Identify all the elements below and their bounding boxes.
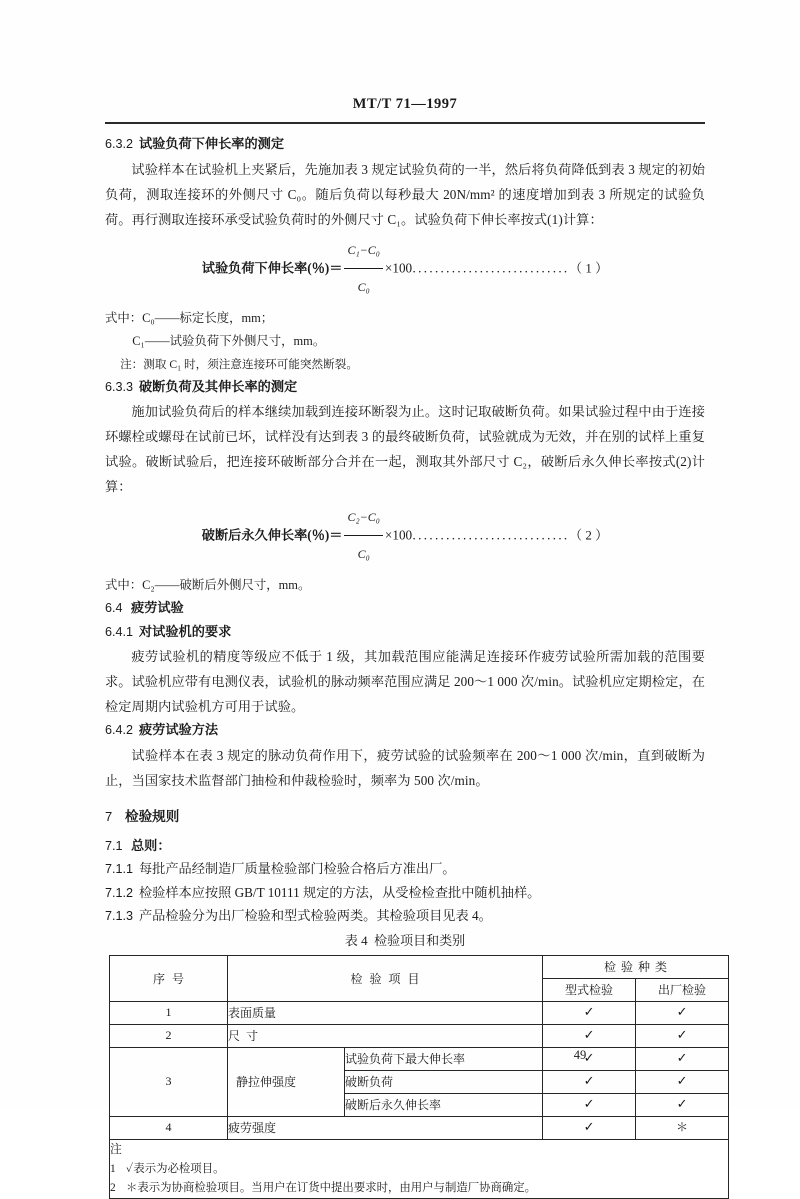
- row-item-label: 尺寸: [228, 1029, 265, 1043]
- clause-title: 试验负荷下伸长率的测定: [139, 136, 285, 151]
- table-header-serial: [110, 955, 228, 1001]
- clause-heading-7-1: [105, 835, 705, 858]
- formula-2-label: 破断后永久伸长率(％)＝: [201, 527, 343, 543]
- clause-title: 破断负荷及其伸长率的测定: [139, 378, 298, 394]
- clause-heading-6-3-3: [105, 376, 705, 399]
- formula-1-where-line-2: [105, 330, 705, 353]
- table-header-factory-inspection: 出厂检验: [636, 978, 729, 1001]
- clause-number: 6.4: [105, 601, 123, 615]
- row-group: 静拉伸强度: [228, 1047, 345, 1116]
- table-row: [110, 1024, 729, 1047]
- formula-1-note: 注：测取 C₁ 时，须注意连接环可能突然断裂。: [120, 357, 358, 371]
- check-icon: ✓: [583, 1051, 595, 1066]
- document-body: [105, 133, 705, 1199]
- row-factory-inspection: [636, 1001, 729, 1024]
- note-item: [110, 1179, 728, 1198]
- table-header-category-label: 检验种类: [604, 960, 673, 974]
- formula-2-denominator: C₀: [357, 547, 370, 561]
- clause-number: 6.4.1: [105, 624, 134, 639]
- formula-1-tail: ×100: [384, 260, 413, 276]
- row-factory-inspection: [636, 1070, 729, 1093]
- where-label: 式中：: [105, 310, 143, 325]
- row-serial: 2: [110, 1024, 228, 1047]
- where-symbol-c1: C₁——试验负荷下外侧尺寸，mm。: [132, 333, 326, 348]
- row-type-inspection: [543, 1116, 636, 1139]
- formula-1-where-line-1: [105, 307, 705, 330]
- formula-1-denominator: C₀: [357, 279, 370, 294]
- note-index: 2: [110, 1181, 116, 1194]
- row-factory-inspection: [636, 1116, 729, 1139]
- formula-2-where-line-1: [105, 574, 705, 597]
- formula-1-leader: ․․․․․․․․․․․․․․․․․․․․․․․․․․․․: [412, 261, 570, 276]
- clause-7-1-2: [105, 882, 705, 905]
- table-caption-title: 检验项目和类别: [374, 932, 466, 948]
- note-text: ＊表示为协商检验项目。当用户在订货中提出要求时，由用户与制造厂协商确定。: [126, 1181, 537, 1194]
- formula-2-number: （ 2 ）: [569, 527, 609, 543]
- clause-number: 7.1: [105, 838, 123, 853]
- check-icon: ✓: [676, 1074, 688, 1089]
- table-header-serial-label: 序号: [152, 971, 191, 986]
- formula-1: [105, 234, 705, 305]
- row-factory-inspection: [636, 1093, 729, 1116]
- notes-title: 注: [110, 1141, 122, 1156]
- row-item: 破断后永久伸长率: [345, 1093, 543, 1116]
- table-caption-prefix: 表 4: [344, 932, 368, 948]
- formula-2-leader: ․․․․․․․․․․․․․․․․․․․․․․․․․․․․: [412, 528, 570, 543]
- check-icon: ✓: [583, 1005, 595, 1020]
- row-serial: 1: [110, 1001, 228, 1024]
- check-icon: ✓: [583, 1028, 595, 1043]
- clause-7-1-3: [105, 905, 705, 928]
- table-header-row-1: [110, 955, 729, 978]
- where-symbol-c0: C₀——标定长度，mm；: [142, 310, 274, 325]
- section-number: 7: [105, 808, 113, 824]
- clause-number: 7.1.2: [105, 885, 134, 900]
- check-icon: ✓: [676, 1028, 688, 1043]
- table-row: [110, 1116, 729, 1139]
- note-index: 1: [110, 1162, 116, 1175]
- table-header-type-inspection: 型式检验: [543, 978, 636, 1001]
- paragraph-6-4-2: 试验样本在表 3 规定的脉动负荷作用下，疲劳试验的试验频率在 200～1 000 次/min，直到破断为止，当国家技术监督部门抽检和仲裁检验时，频率为 500 次/min。: [105, 747, 705, 788]
- where-label: 式中：: [105, 578, 143, 592]
- table-4-caption: [105, 931, 705, 951]
- row-item: 破断负荷: [345, 1070, 543, 1093]
- clause-text: 检验样本应按照 GB/T 10111 规定的方法，从受检检查批中随机抽样。: [139, 884, 541, 900]
- check-icon: ✓: [676, 1097, 688, 1112]
- check-icon: ✓: [676, 1051, 688, 1066]
- table-header-item-label: 检验项目: [350, 971, 427, 986]
- formula-2-fraction: [344, 500, 382, 571]
- row-item: 表面质量: [228, 1001, 543, 1024]
- row-serial: 3: [110, 1047, 228, 1116]
- table-row: [110, 1001, 729, 1024]
- clause-heading-6-4: [105, 597, 705, 620]
- running-header-standard-number: MT/T 71—1997: [352, 96, 458, 112]
- note-item: [110, 1160, 728, 1179]
- formula-1-numerator: C₁−C₀: [344, 233, 382, 269]
- check-icon: ✓: [583, 1074, 595, 1089]
- clause-number: 6.3.2: [105, 137, 134, 151]
- asterisk-icon: ＊: [676, 1120, 689, 1134]
- row-item: 疲劳强度: [228, 1116, 543, 1139]
- note-text: ✓表示为必检项目。: [126, 1162, 225, 1175]
- check-icon: ✓: [676, 1005, 688, 1020]
- clause-number: 7.1.1: [105, 862, 134, 876]
- row-item: 试验负荷下最大伸长率: [345, 1047, 543, 1070]
- paragraph-6-3-2: 试验样本在试验机上夹紧后，先施加表 3 规定试验负荷的一半，然后将负荷降低到表 3 规定的初始负荷，测取连接环的外侧尺寸 C₀。随后负荷以每秒最大 20N/mm² 的速度增加到表 3 所规定的试验负荷。再行测取连接环承受试验负荷时的外侧尺寸 C₁。试验负荷下伸长率按式(1)计算：: [105, 161, 705, 227]
- where-symbol-c2: C₂——破断后外侧尺寸，mm。: [142, 578, 311, 592]
- clause-heading-6-4-2: [105, 719, 705, 742]
- clause-title: 疲劳试验方法: [139, 722, 219, 737]
- paragraph-6-4-1: 疲劳试验机的精度等级应不低于 1 级，其加载范围应能满足连接环作疲劳试验所需加载的范围要求。试验机应带有电测仪表，试验机的脉动频率范围应满足 200～1 000 次/min。试验机应定期检定，在检定周期内试验机方可用于试验。: [105, 649, 705, 714]
- row-serial: 4: [110, 1116, 228, 1139]
- paragraph-6-3-3: 施加试验负荷后的样本继续加载到连接环断裂为止。这时记取破断负荷。如果试验过程中由于连接环螺栓或螺母在试前已坏，试样没有达到表 3 的最终破断负荷，试验就成为无效，并在别的试样上重复试验。破断试验后，把连接环破断部分合并在一起，测取其外部尺寸 C₂，破断后永久伸长率按式(2)计算：: [105, 404, 705, 494]
- inspection-items-table: [109, 955, 729, 1199]
- section-spacer: [105, 793, 705, 804]
- clause-title: 对试验机的要求: [139, 623, 232, 639]
- section-heading-7: [105, 804, 705, 829]
- formula-1-fraction: [344, 233, 382, 304]
- table-notes-row: [110, 1139, 729, 1198]
- formula-2: [105, 501, 705, 572]
- row-factory-inspection: [636, 1024, 729, 1047]
- row-item: [228, 1024, 543, 1047]
- clause-7-1-1: [105, 858, 705, 881]
- clause-number: 7.1.3: [105, 909, 134, 923]
- clause-title: 总则：: [131, 837, 171, 853]
- row-type-inspection: [543, 1024, 636, 1047]
- clause-title: 疲劳试验: [131, 600, 184, 615]
- table-header-category: [543, 955, 729, 978]
- check-icon: ✓: [583, 1097, 595, 1112]
- formula-2-numerator: C₂−C₀: [344, 500, 382, 536]
- clause-text: 产品检验分为出厂检验和型式检验两类。其检验项目见表 4。: [139, 908, 492, 923]
- formula-1-number: （ 1 ）: [569, 260, 609, 276]
- clause-heading-6-3-2: [105, 133, 705, 156]
- clause-heading-6-4-1: [105, 621, 705, 644]
- formula-2-tail: ×100: [384, 527, 413, 543]
- clause-text: 每批产品经制造厂质量检验部门检验合格后方准出厂。: [139, 861, 456, 876]
- clause-number: 6.4.2: [105, 723, 134, 737]
- formula-1-label: 试验负荷下伸长率(％)＝: [201, 260, 343, 276]
- table-header-item: [228, 955, 543, 1001]
- clause-number: 6.3.3: [105, 379, 134, 394]
- check-icon: ✓: [583, 1120, 595, 1135]
- section-title: 检验规则: [125, 808, 180, 824]
- header-rule: [105, 122, 705, 124]
- table-notes: [110, 1139, 729, 1198]
- row-type-inspection: [543, 1093, 636, 1116]
- row-type-inspection: [543, 1070, 636, 1093]
- page-number: 49: [573, 1048, 587, 1062]
- row-type-inspection: [543, 1001, 636, 1024]
